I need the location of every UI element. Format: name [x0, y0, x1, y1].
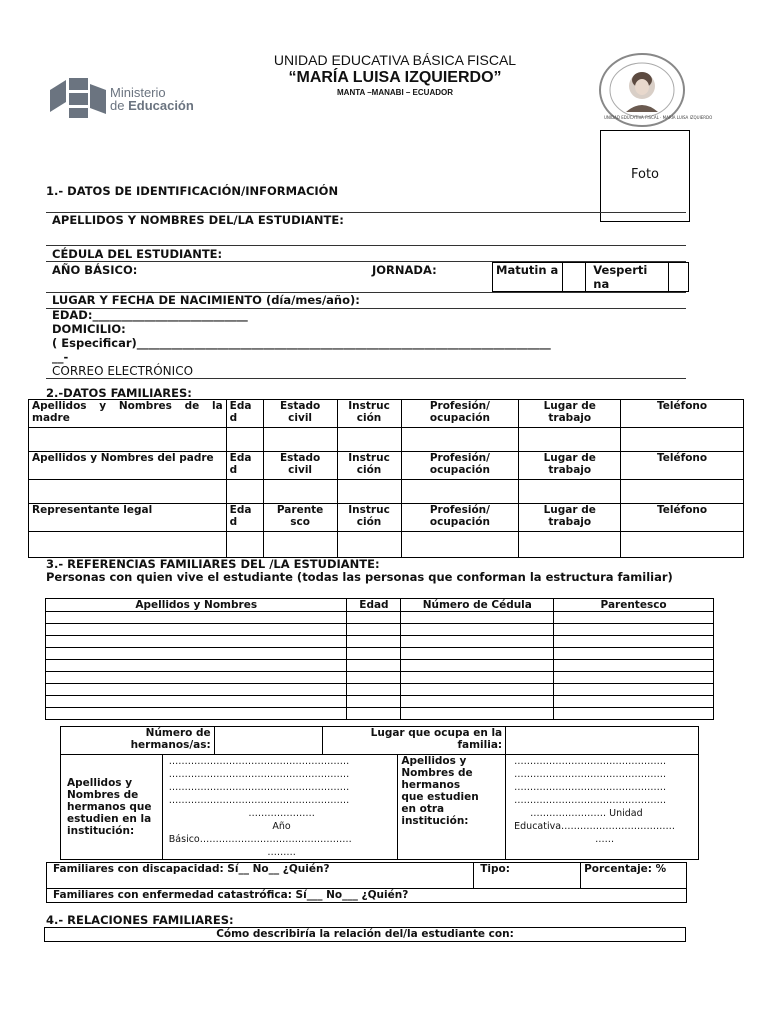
- padre-lugar-trabajo: Lugar de trabajo: [519, 452, 621, 480]
- section1-title: 1.- DATOS DE IDENTIFICACIÓN/INFORMACIÓN: [46, 184, 339, 198]
- apellidos-field[interactable]: APELLIDOS Y NOMBRES DEL/LA ESTUDIANTE:: [52, 213, 344, 227]
- madre-label: Apellidos y Nombres de la madre: [29, 400, 227, 428]
- padre-telefono: Teléfono: [621, 452, 744, 480]
- relaciones-row: [45, 928, 686, 942]
- section4-title: 4.- RELACIONES FAMILIARES:: [46, 913, 234, 927]
- padre-instruccion: Instruc ción: [337, 452, 401, 480]
- photo-box[interactable]: [600, 130, 690, 222]
- col-edad: Edad: [347, 599, 401, 612]
- table-row[interactable]: [46, 660, 714, 672]
- correo-field[interactable]: CORREO ELECTRÓNICO: [52, 364, 194, 378]
- catastrofica-row[interactable]: [47, 889, 687, 903]
- domicilio-label: DOMICILIO:: [52, 322, 126, 336]
- tipo-field[interactable]: Tipo:: [474, 863, 581, 889]
- especificar-cont: __-: [52, 350, 69, 364]
- edad-field[interactable]: EDAD:___________________________: [52, 308, 248, 322]
- dots-line: …………………………………………………: [168, 756, 350, 767]
- hermanos-top-row: [61, 727, 699, 755]
- representante-parentesco: Parente sco: [263, 504, 337, 532]
- photo-label: Foto: [630, 167, 660, 182]
- section3-title: 3.- REFERENCIAS FAMILIARES DEL /LA ESTUDIANTE:: [46, 557, 380, 571]
- hermanos-otra-text: Apellidos y Nombres de hermanos que estudien en otra institución:: [401, 755, 479, 827]
- school-type: UNIDAD EDUCATIVA BÁSICA FISCAL: [273, 52, 517, 68]
- hermanos-misma-text: Apellidos y Nombres de hermanos que estudien en la institución:: [67, 777, 152, 837]
- padre-input-row[interactable]: [29, 480, 744, 504]
- dots-line: …………………………………………………: [168, 769, 350, 780]
- discapacidad-field[interactable]: Familiares con discapacidad: Sí__ No__ ¿Quién?: [47, 863, 474, 889]
- dots-line: ……: [595, 834, 615, 845]
- madre-profesion: Profesión/ ocupación: [401, 400, 519, 428]
- school-seal: [598, 52, 713, 128]
- porcentaje-field[interactable]: Porcentaje: %: [581, 863, 687, 889]
- vespertina-label: Vesperti na: [593, 263, 648, 291]
- vespertina-option[interactable]: [586, 263, 669, 292]
- dots-line: Educativa………………………………: [514, 821, 676, 832]
- discapacidad-row[interactable]: [47, 863, 687, 889]
- representante-header-row: [29, 504, 744, 532]
- representante-edad: Eda d: [226, 504, 263, 532]
- dots-line: …………………………………………: [514, 795, 667, 806]
- numero-hermanos-input[interactable]: [214, 727, 322, 755]
- hermanos-misma-input[interactable]: [162, 755, 398, 860]
- school-header: [220, 52, 570, 98]
- matutina-option[interactable]: [493, 263, 563, 292]
- representante-label: Representante legal: [29, 504, 227, 532]
- dots-line: …………………………………………………: [168, 782, 350, 793]
- seal-text: UNIDAD EDUCATIVA FISCAL · MARÍA LUISA IZQUIERDO: [604, 115, 713, 120]
- padre-profesion: Profesión/ ocupación: [401, 452, 519, 480]
- padre-edad: Eda d: [226, 452, 263, 480]
- lugar-fecha-field[interactable]: LUGAR Y FECHA DE NACIMIENTO (día/mes/año):: [52, 293, 360, 307]
- discapacidad-table: [46, 862, 687, 903]
- representante-profesion: Profesión/ ocupación: [401, 504, 519, 532]
- hermanos-table: [60, 726, 699, 860]
- lugar-familia-input[interactable]: [506, 727, 699, 755]
- hermanos-detail-row: [61, 755, 699, 860]
- section3-subtitle: Personas con quien vive el estudiante (todas las personas que conforman la estructura familiar): [46, 570, 673, 584]
- dots-line: …………………… Unidad: [530, 808, 643, 819]
- table-row[interactable]: [46, 636, 714, 648]
- table-row[interactable]: [46, 672, 714, 684]
- madre-input-row[interactable]: [29, 428, 744, 452]
- numero-hermanos-label: Número de hermanos/as:: [61, 727, 215, 755]
- table-row[interactable]: [46, 684, 714, 696]
- dots-line: …………………………………………: [514, 769, 667, 780]
- representante-lugar-trabajo: Lugar de trabajo: [519, 504, 621, 532]
- madre-lugar-trabajo: Lugar de trabajo: [519, 400, 621, 428]
- familia-table: [28, 399, 744, 558]
- dots-line: …………………: [248, 808, 315, 819]
- dots-line: …………………………………………………: [168, 795, 350, 806]
- jornada-options: [492, 262, 689, 292]
- school-location: MANTA –MANABI – ECUADOR: [337, 88, 453, 97]
- madre-telefono: Teléfono: [621, 400, 744, 428]
- madre-edad: Eda d: [226, 400, 263, 428]
- col-apellidos-nombres: Apellidos y Nombres: [46, 599, 347, 612]
- matutina-label: Matutin a: [496, 263, 559, 277]
- table-row[interactable]: [46, 612, 714, 624]
- ministry-text-1: Ministerio: [110, 85, 166, 100]
- hermanos-misma-label: [61, 755, 163, 860]
- dots-line: Año: [272, 821, 291, 832]
- ministry-text-2b: Educación: [128, 98, 194, 113]
- cedula-field[interactable]: CÉDULA DEL ESTUDIANTE:: [52, 247, 223, 261]
- ministry-logo-icon: [50, 78, 108, 118]
- ministry-logo: [50, 78, 200, 118]
- dots-line: …………………………………………: [514, 782, 667, 793]
- relaciones-table: [44, 927, 686, 942]
- table-row[interactable]: [46, 624, 714, 636]
- madre-header-row: [29, 400, 744, 428]
- hermanos-otra-input[interactable]: [506, 755, 699, 860]
- table-row[interactable]: [46, 708, 714, 720]
- madre-instruccion: Instruc ción: [337, 400, 401, 428]
- referencias-table: [45, 598, 714, 720]
- madre-estado-civil: Estado civil: [263, 400, 337, 428]
- hermanos-otra-label: [398, 755, 506, 860]
- col-parentesco: Parentesco: [554, 599, 714, 612]
- ministry-text-2a: de: [110, 98, 129, 113]
- matutina-check[interactable]: [563, 263, 586, 292]
- representante-input-row[interactable]: [29, 532, 744, 558]
- representante-telefono: Teléfono: [621, 504, 744, 532]
- representante-instruccion: Instruc ción: [337, 504, 401, 532]
- relaciones-header: Cómo describiría la relación del/la estudiante con:: [45, 928, 686, 942]
- school-name: “MARÍA LUISA IZQUIERDO”: [288, 69, 502, 86]
- padre-header-row: [29, 452, 744, 480]
- table-row[interactable]: [46, 696, 714, 708]
- padre-label: Apellidos y Nombres del padre: [29, 452, 227, 480]
- padre-estado-civil: Estado civil: [263, 452, 337, 480]
- jornada-label: JORNADA:: [372, 263, 437, 277]
- especificar-field[interactable]: ( Especificar)________________________________________________________________________: [52, 336, 551, 350]
- dots-line: …………………………………………: [514, 756, 667, 767]
- dots-line: ………: [267, 847, 296, 858]
- vespertina-check[interactable]: [669, 263, 689, 292]
- table-row[interactable]: [46, 648, 714, 660]
- lugar-familia-label: Lugar que ocupa en la familia:: [322, 727, 506, 755]
- section2-title: 2.-DATOS FAMILIARES:: [46, 386, 192, 400]
- col-cedula: Número de Cédula: [401, 599, 554, 612]
- anio-basico-field[interactable]: AÑO BÁSICO:: [52, 263, 138, 277]
- catastrofica-field[interactable]: Familiares con enfermedad catastrófica: Sí___ No___ ¿Quién?: [47, 889, 687, 903]
- dots-line: Básico…………………………………………: [168, 834, 352, 845]
- referencias-header-row: [46, 599, 714, 612]
